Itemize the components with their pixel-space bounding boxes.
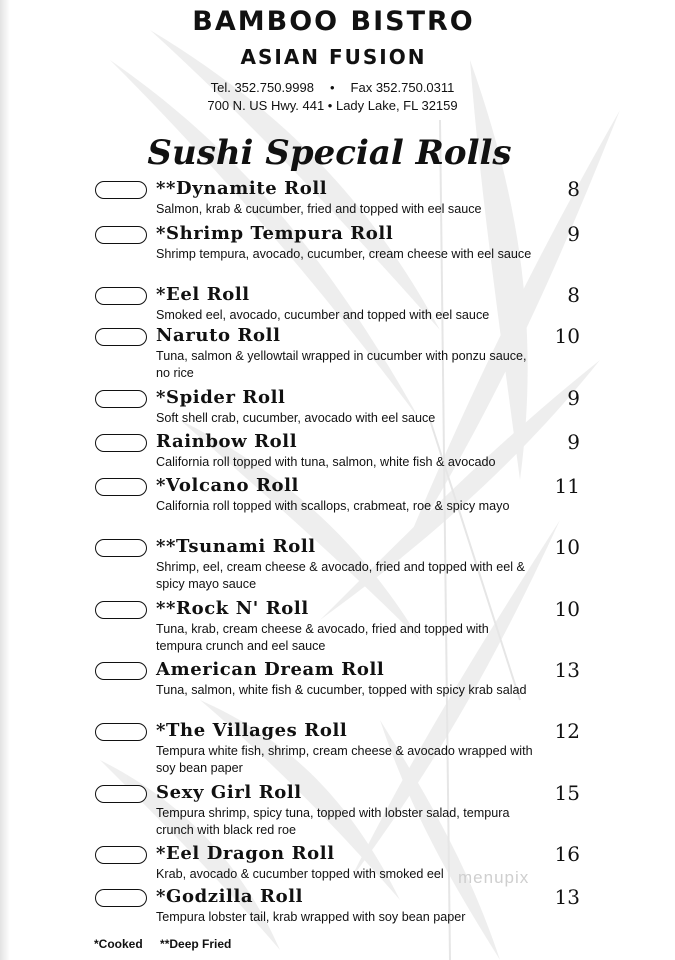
order-checkbox[interactable] [95, 785, 147, 803]
item-name: **Rock N' Roll [156, 598, 309, 619]
item-description: Tuna, salmon & yellowtail wrapped in cucumber with ponzu sauce, no rice [156, 349, 527, 380]
item-price: 9 [567, 222, 580, 246]
item-name: Naruto Roll [156, 325, 281, 346]
fax-number: Fax 352.750.0311 [350, 80, 455, 95]
item-description: Tempura white fish, shrimp, cream cheese & avocado wrapped with soy bean paper [156, 744, 533, 775]
section-title: Sushi Special Rolls [147, 133, 512, 173]
order-checkbox[interactable] [95, 601, 147, 619]
item-description: California roll topped with scallops, crabmeat, roe & spicy mayo [156, 499, 510, 513]
footer-legend [94, 936, 245, 952]
item-price: 11 [554, 474, 580, 498]
item-description: Tuna, salmon, white fish & cucumber, topped with spicy krab salad [156, 683, 527, 697]
order-checkbox[interactable] [95, 287, 147, 305]
item-name: Rainbow Roll [156, 431, 298, 452]
order-checkbox[interactable] [95, 226, 147, 244]
item-price: 15 [554, 781, 580, 805]
item-description: Soft shell crab, cucumber, avocado with eel sauce [156, 411, 436, 425]
item-price: 10 [554, 324, 580, 348]
cooked-note: *Cooked [94, 937, 143, 951]
item-name: **Tsunami Roll [156, 536, 316, 557]
item-name: *Godzilla Roll [156, 886, 304, 907]
item-price: 13 [554, 658, 580, 682]
item-price: 8 [567, 283, 580, 307]
contact-separator: • [329, 80, 335, 95]
item-price: 13 [554, 885, 580, 909]
item-name: *Eel Dragon Roll [156, 843, 335, 864]
order-checkbox[interactable] [95, 889, 147, 907]
order-checkbox[interactable] [95, 390, 147, 408]
item-price: 12 [554, 719, 580, 743]
item-name: *Eel Roll [156, 284, 250, 305]
item-description: Tuna, krab, cream cheese & avocado, fried and topped with tempura crunch and eel sauce [156, 622, 489, 653]
item-name: Sexy Girl Roll [156, 782, 302, 803]
order-checkbox[interactable] [95, 662, 147, 680]
deep-fried-note: **Deep Fried [160, 937, 232, 951]
restaurant-name: BAMBOO BISTRO [192, 6, 475, 37]
item-description: Shrimp tempura, avocado, cucumber, cream cheese with eel sauce [156, 247, 532, 261]
order-checkbox[interactable] [95, 723, 147, 741]
item-price: 10 [554, 535, 580, 559]
item-name: *The Villages Roll [156, 720, 348, 741]
address: 700 N. US Hwy. 441 • Lady Lake, FL 32159 [207, 98, 458, 113]
item-price: 9 [567, 386, 580, 410]
item-description: Salmon, krab & cucumber, fried and topped with eel sauce [156, 202, 482, 216]
watermark: menupix [458, 868, 530, 887]
item-name: *Volcano Roll [156, 475, 299, 496]
item-price: 9 [567, 430, 580, 454]
item-price: 10 [554, 597, 580, 621]
item-description: Smoked eel, avocado, cucumber and topped with eel sauce [156, 308, 490, 322]
item-description: Krab, avocado & cucumber topped with smoked eel [156, 867, 444, 881]
item-name: American Dream Roll [156, 659, 385, 680]
order-checkbox[interactable] [95, 181, 147, 199]
item-price: 16 [554, 842, 580, 866]
order-checkbox[interactable] [95, 539, 147, 557]
order-checkbox[interactable] [95, 846, 147, 864]
item-name: *Spider Roll [156, 387, 286, 408]
item-name: *Shrimp Tempura Roll [156, 223, 394, 244]
item-description: Tempura shrimp, spicy tuna, topped with lobster salad, tempura crunch with black red roe [156, 806, 510, 837]
item-description: Shrimp, eel, cream cheese & avocado, fried and topped with eel & spicy mayo sauce [156, 560, 525, 591]
order-checkbox[interactable] [95, 478, 147, 496]
order-checkbox[interactable] [95, 328, 147, 346]
phone-number: Tel. 352.750.9998 [210, 80, 314, 95]
order-checkbox[interactable] [95, 434, 147, 452]
item-price: 8 [567, 177, 580, 201]
item-description: Tempura lobster tail, krab wrapped with soy bean paper [156, 910, 466, 924]
item-name: **Dynamite Roll [156, 178, 328, 199]
item-description: California roll topped with tuna, salmon, white fish & avocado [156, 455, 496, 469]
restaurant-tagline: ASIAN FUSION [240, 45, 427, 69]
